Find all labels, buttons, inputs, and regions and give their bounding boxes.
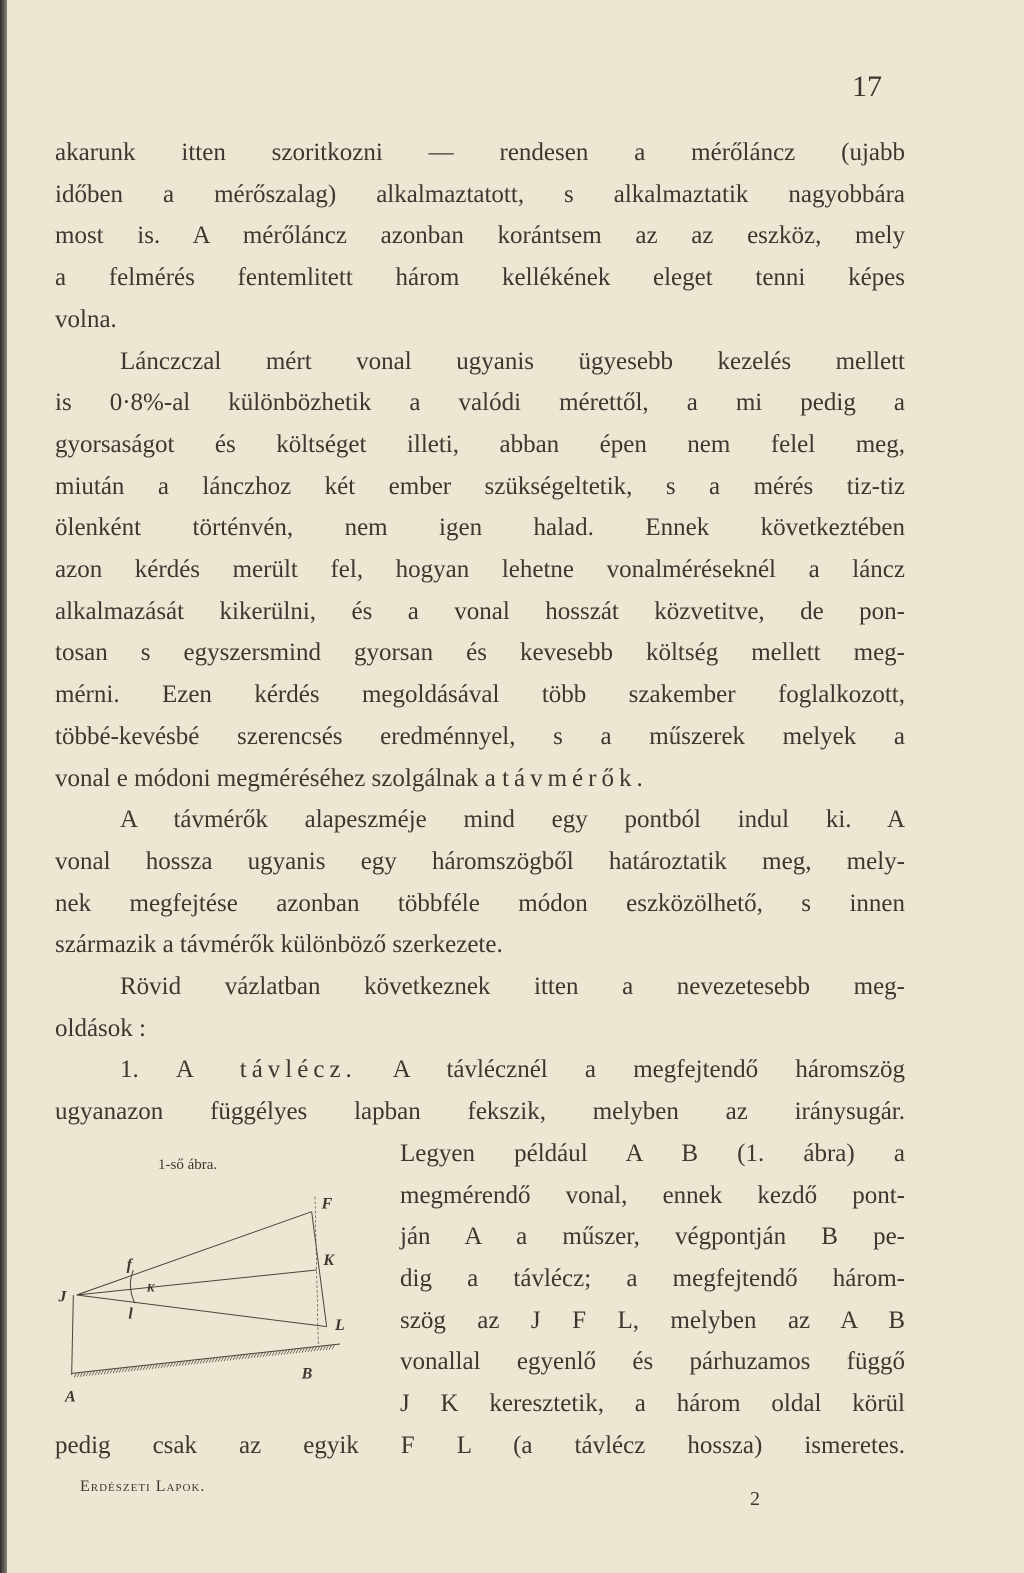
text-line: tosan s egyszersmind gyorsan és kevesebb költség mellett meg- <box>55 639 905 667</box>
section-title: A távlécz. <box>175 1056 357 1084</box>
text-line <box>55 763 905 795</box>
text-line: többé-kevésbé szerencsés eredménnyel, s a műszerek melyek a <box>55 722 905 750</box>
text-line: akarunk itten szoritkozni — rendesen a mérőláncz (ujabb <box>55 139 905 166</box>
line-J-A <box>72 1295 74 1375</box>
text-line: alkalmazását kikerülni, és a vonal hosszát közvetitve, de pon- <box>55 597 905 625</box>
label-k: K <box>146 1280 155 1295</box>
line-F-L <box>312 1212 327 1327</box>
text-line: ugyanazon függélyes lapban fekszik, melyben az iránysugár. <box>55 1098 905 1126</box>
text-line: időben a mérőszalag) alkalmaztatott, s alkalmaztatik nagyobbára <box>55 180 905 208</box>
text-line: azon kérdés merült fel, hogyan lehetne vonalméréseknél a láncz <box>55 556 905 583</box>
text-line: vonal hossza ugyanis egy háromszögből határoztatik meg, mely- <box>55 847 905 875</box>
text-line: A távmérők alapeszméje mind egy pontból indul ki. A <box>120 806 905 834</box>
text-line: szög az J F L, melyben az A B <box>400 1306 905 1334</box>
text-line: származik a távmérők különböző szerkezete. <box>55 931 503 959</box>
page-number: 17 <box>852 70 882 103</box>
text-line: a felmérés fentemlitett három kellékének eleget tenni képes <box>55 264 905 292</box>
text-line: Rövid vázlatban következnek itten a nevezetesebb meg- <box>120 973 905 1000</box>
line-J-L <box>77 1295 327 1327</box>
line-text: vonal e módoni megméréséhez szolgálnak a <box>55 764 496 792</box>
text-line: most is. A mérőláncz azonban korántsem az az eszköz, mely <box>55 222 905 250</box>
figure-caption: 1-ső ábra. <box>158 1157 218 1173</box>
label-L: L <box>335 1317 345 1334</box>
line-F-B-dashed <box>315 1197 318 1347</box>
text-line: megmérendő vonal, ennek kezdő pont- <box>400 1181 905 1209</box>
journal-footer: Erdészeti Lapok. <box>80 1478 206 1495</box>
text-line: ölenként történvén, nem igen halad. Ennek következtében <box>55 514 905 542</box>
text-line: gyorsaságot és költséget illeti, abban épen nem felel meg, <box>55 430 905 458</box>
text-line: J K keresztetik, a három oldal körül <box>400 1390 905 1417</box>
text-line: Legyen például A B (1. ábra) a <box>400 1139 905 1167</box>
label-f: f <box>126 1256 132 1274</box>
label-l: l <box>128 1305 133 1323</box>
label-F: F <box>321 1195 333 1213</box>
section-number: 1. <box>120 1056 139 1084</box>
label-B: B <box>301 1365 313 1383</box>
label-A: A <box>65 1388 76 1406</box>
text-line: is 0·8%-al különbözhetik a valódi mérettől, a mi pedig a <box>55 389 905 417</box>
text-line: vonallal egyenlő és párhuzamos függő <box>400 1348 905 1376</box>
signature-mark: 2 <box>750 1488 760 1510</box>
text-line: oldások : <box>55 1014 146 1042</box>
text-line: pedig csak az egyik F L (a távlécz hossza) ismeretes. <box>55 1431 905 1459</box>
label-K: K <box>323 1252 335 1269</box>
figure-1-diagram <box>0 1040 420 1420</box>
term-tavmerok: távmérők. <box>502 764 648 792</box>
text-line: dig a távlécz; a megfejtendő három- <box>400 1264 905 1292</box>
text-line: miután a lánczhoz két ember szükségeltetik, s a mérés tiz-tiz <box>55 472 905 500</box>
text-line: mérni. Ezen kérdés megoldásával több szakember foglalkozott, <box>55 681 905 709</box>
line-text: A távlécznél a megfejtendő háromszög <box>392 1056 906 1084</box>
text-line: Lánczczal mért vonal ugyanis ügyesebb kezelés mellett <box>120 347 905 375</box>
text-line: nek megfejtése azonban többféle módon eszközölhető, s innen <box>55 889 905 917</box>
text-line: volna. <box>55 305 117 333</box>
ground-line <box>72 1344 340 1373</box>
label-J: J <box>58 1288 67 1306</box>
text-line: ján A a műszer, végpontján B pe- <box>400 1223 905 1251</box>
